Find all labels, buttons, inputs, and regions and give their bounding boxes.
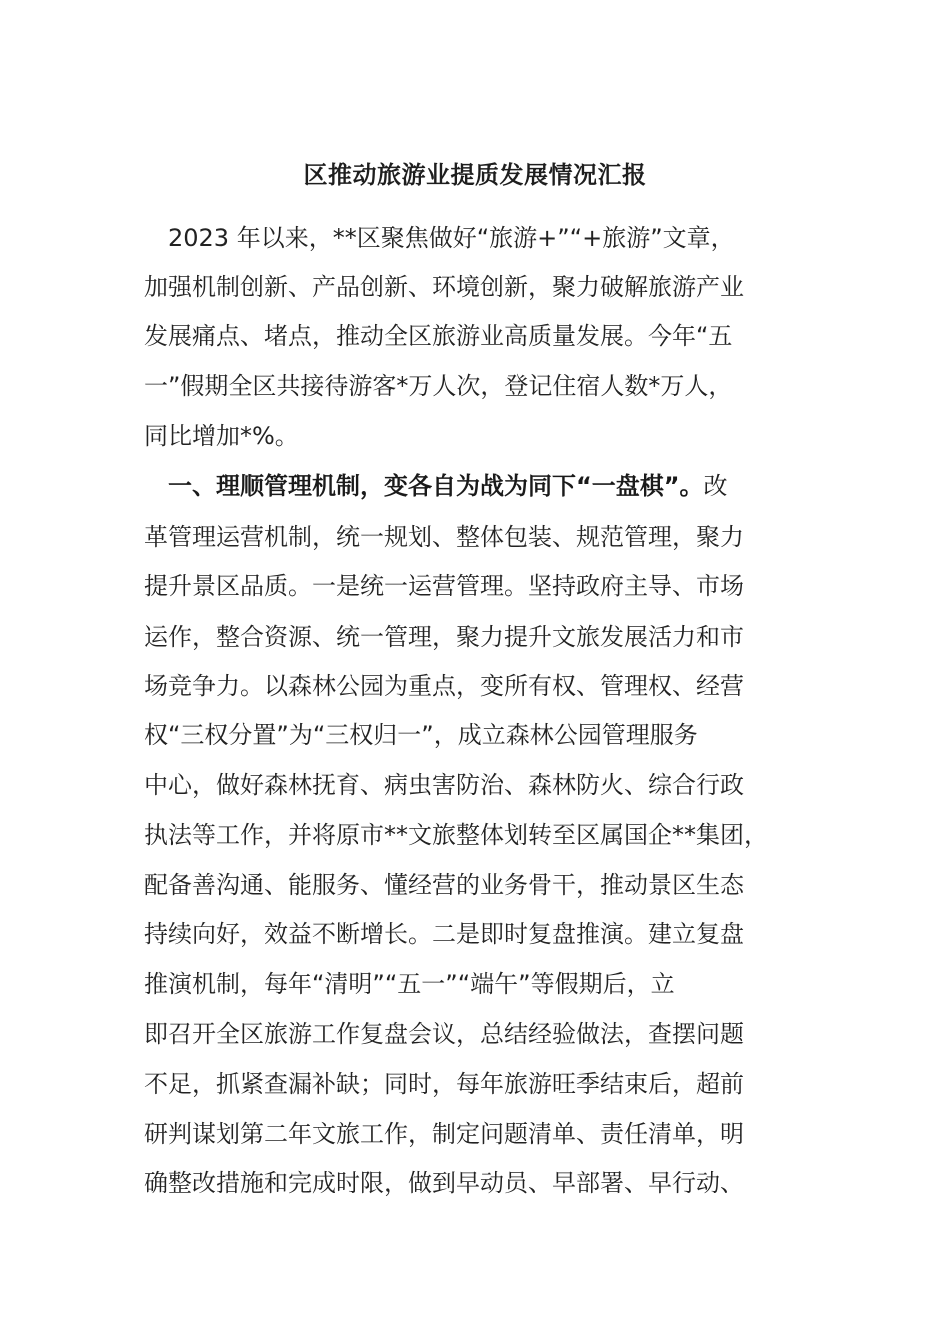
paragraph-line: 一”假期全区共接待游客*万人次，登记住宿人数*万人， bbox=[144, 372, 733, 400]
section-heading-line bbox=[144, 466, 728, 506]
paragraph-line: 提升景区品质。一是统一运营管理。坚持政府主导、市场 bbox=[144, 572, 744, 600]
paragraph-line: 场竞争力。以森林公园为重点，变所有权、管理权、经营 bbox=[144, 672, 744, 700]
paragraph-line: 权“三权分置”为“三权归一”，成立森林公园管理服务 bbox=[144, 721, 698, 749]
paragraph-line: 不足，抓紧查漏补缺；同时，每年旅游旺季结束后，超前 bbox=[144, 1070, 744, 1098]
paragraph-line: 革管理运营机制，统一规划、整体包装、规范管理，聚力 bbox=[144, 523, 744, 551]
paragraph-line: 运作，整合资源、统一管理，聚力提升文旅发展活力和市 bbox=[144, 623, 744, 651]
paragraph-line: 持续向好，效益不断增长。二是即时复盘推演。建立复盘 bbox=[144, 920, 744, 948]
paragraph-line: 执法等工作，并将原市**文旅整体划转至区属国企**集团， bbox=[144, 821, 768, 849]
document-title: 区推动旅游业提质发展情况汇报 bbox=[303, 161, 647, 189]
paragraph-line: 中心，做好森林抚育、病虫害防治、森林防火、综合行政 bbox=[144, 771, 744, 799]
paragraph-line: 发展痛点、堵点，推动全区旅游业高质量发展。今年“五 bbox=[144, 322, 733, 350]
paragraph-line: 配备善沟通、能服务、懂经营的业务骨干，推动景区生态 bbox=[144, 871, 744, 899]
section-heading: 一、理顺管理机制，变各自为战为同下“一盘棋”。 bbox=[144, 472, 704, 500]
paragraph-line: 同比增加*%。 bbox=[144, 422, 299, 450]
paragraph-line: 2023 年以来，**区聚焦做好“旅游+”“+旅游”文章， bbox=[144, 224, 735, 252]
paragraph-line: 推演机制，每年“清明”“五一”“端午”等假期后，立 bbox=[144, 970, 675, 998]
paragraph-line: 加强机制创新、产品创新、环境创新，聚力破解旅游产业 bbox=[144, 273, 744, 301]
paragraph-line: 研判谋划第二年文旅工作，制定问题清单、责任清单，明 bbox=[144, 1120, 744, 1148]
paragraph-line: 确整改措施和完成时限，做到早动员、早部署、早行动、 bbox=[144, 1169, 744, 1197]
paragraph-line: 即召开全区旅游工作复盘会议，总结经验做法，查摆问题 bbox=[144, 1020, 744, 1048]
section-heading-tail: 改 bbox=[703, 472, 728, 500]
